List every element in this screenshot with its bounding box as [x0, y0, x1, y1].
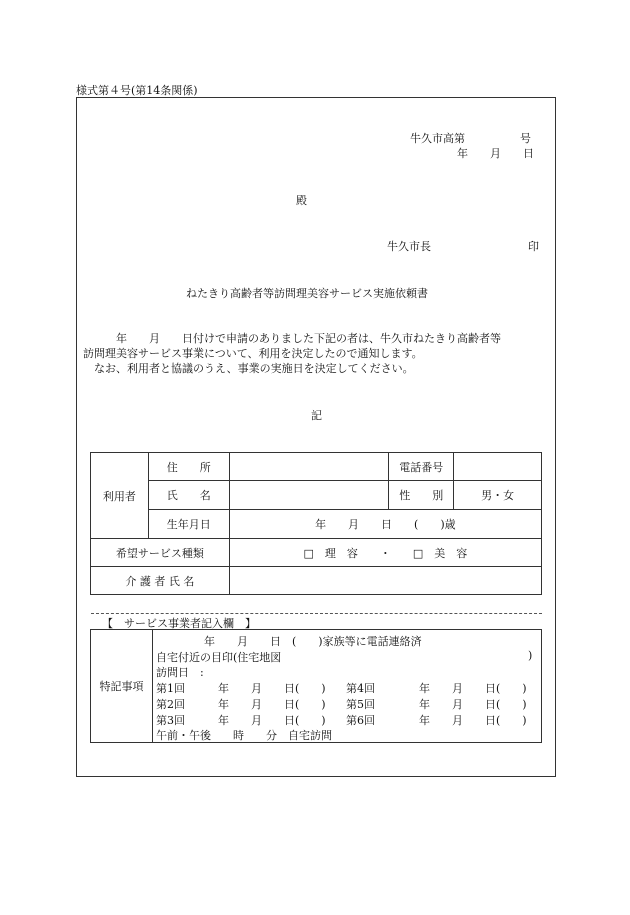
dob-label: 生年月日: [148, 510, 229, 539]
address-field[interactable]: [229, 453, 389, 481]
phone-field[interactable]: [454, 453, 542, 481]
body-text-line3: なお、利用者と協議のうえ、事業の実施日を決定してください。: [83, 362, 414, 375]
body-text-line1: 年 月 日付けで申請のありました下記の者は、牛久市ねたきり高齢者等: [83, 332, 501, 345]
ki-heading: 記: [311, 409, 322, 422]
section-divider: [91, 613, 542, 614]
service-type-value[interactable]: □ 理 容 ・ □ 美 容: [229, 539, 541, 567]
date-line: 年 月 日: [457, 147, 534, 160]
visit-row-left: 第1回 年 月 日( ): [156, 682, 326, 695]
visit-time-line: 午前・午後 時 分 自宅訪問: [156, 729, 332, 742]
visit-row-right: 第4回 年 月 日( ): [346, 682, 527, 695]
doc-number: 牛久市高第 号: [410, 132, 531, 145]
landmark-line-close: ): [528, 649, 533, 662]
visit-row-right: 第5回 年 月 日( ): [346, 698, 527, 711]
caregiver-label: 介 護 者 氏 名: [91, 567, 230, 595]
addressee-suffix: 殿: [296, 194, 307, 207]
special-notes-label: 特記事項: [91, 630, 153, 743]
user-info-table: [90, 452, 542, 595]
visit-date-label: 訪問日 :: [156, 666, 204, 679]
provider-section-title: 【 サービス事業者記入欄 】: [102, 617, 256, 630]
form-label: 様式第４号(第14条関係): [76, 84, 198, 97]
name-label: 氏 名: [148, 481, 229, 510]
sex-label: 性 別: [389, 481, 454, 510]
service-type-label: 希望サービス種類: [91, 539, 230, 567]
document-title: ねたきり高齢者等訪問理美容サービス実施依頼書: [186, 287, 428, 300]
body-text-line2: 訪問理美容サービス事業について、利用を決定したので通知します。: [83, 347, 423, 360]
caregiver-field[interactable]: [229, 567, 541, 595]
name-field[interactable]: [229, 481, 389, 510]
issuer-name: 牛久市長: [387, 240, 431, 253]
sex-value[interactable]: 男・女: [454, 481, 542, 510]
phone-label: 電話番号: [389, 453, 454, 481]
visit-row-right: 第6回 年 月 日( ): [346, 714, 527, 727]
visit-row-left: 第2回 年 月 日( ): [156, 698, 326, 711]
dob-value[interactable]: 年 月 日 ( )歳: [229, 510, 541, 539]
visit-row-left: 第3回 年 月 日( ): [156, 714, 326, 727]
phone-contact-line: 年 月 日 ( )家族等に電話連絡済: [204, 635, 422, 648]
user-label: 利用者: [91, 453, 149, 539]
seal-mark: 印: [528, 240, 539, 253]
landmark-line: 自宅付近の目印(住宅地図: [156, 651, 282, 664]
address-label: 住 所: [148, 453, 229, 481]
